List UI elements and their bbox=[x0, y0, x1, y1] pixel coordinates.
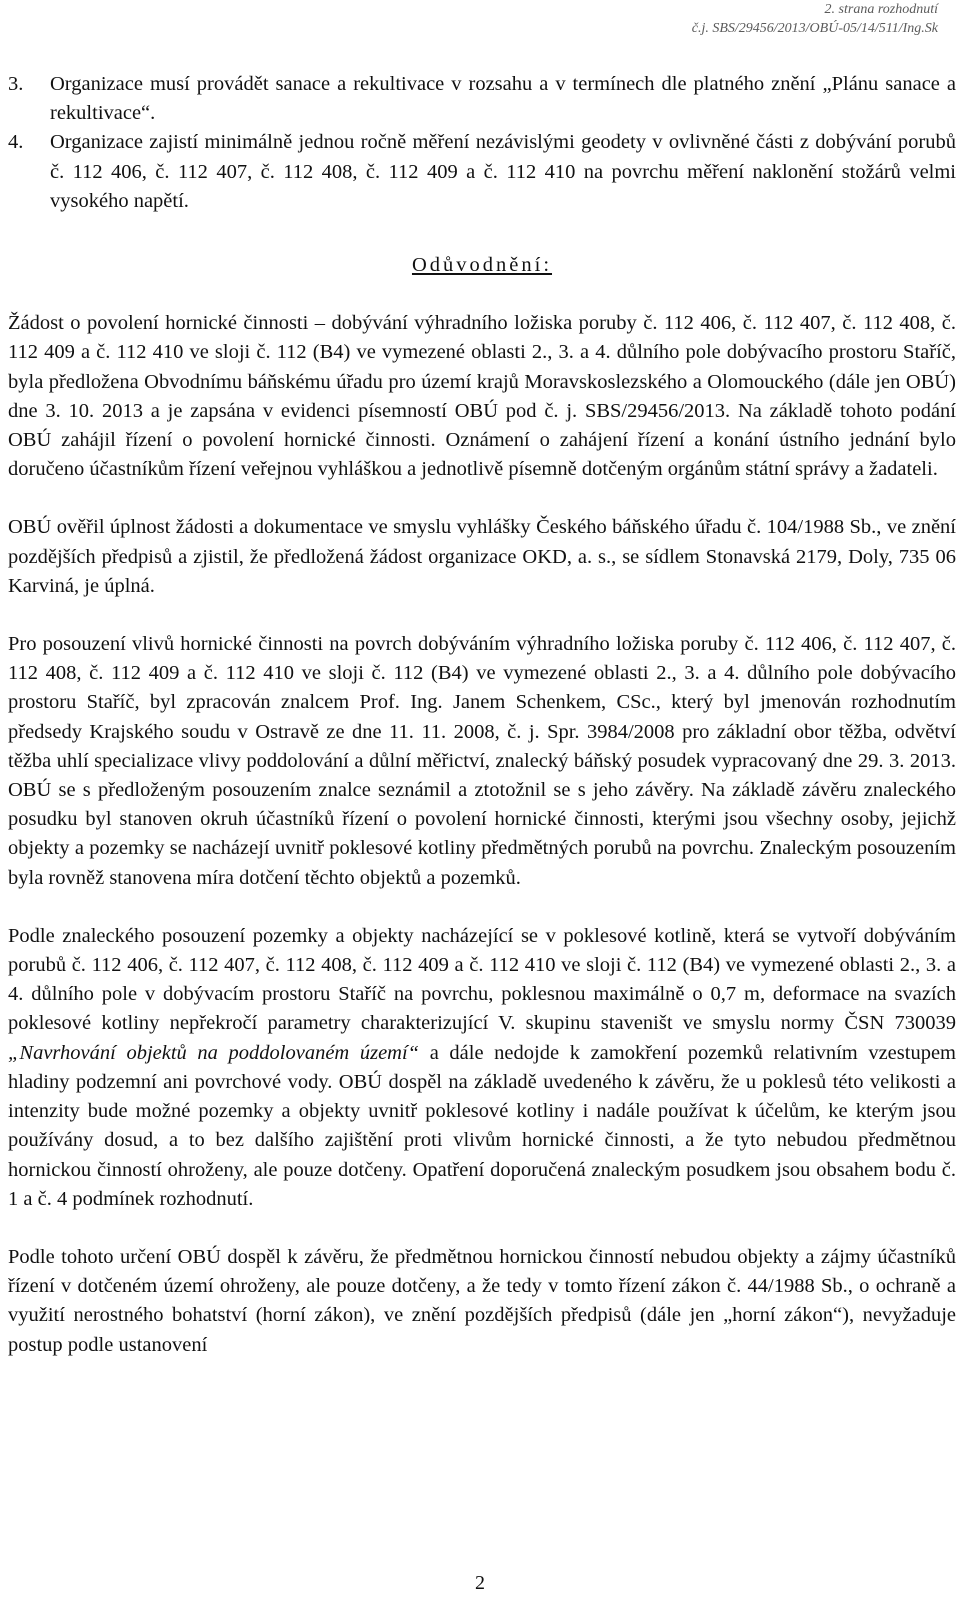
document-body bbox=[8, 70, 956, 1360]
paragraph-text: Podle znaleckého posouzení pozemky a objekty nacházející se v poklesové kotlině, která se vytvoří dobýváním porubů č. 112 406, č. 112 407, č. 112 408, č. 112 409 a č. 112 410 ve sloji č. 112 (B4) ve vymezené oblasti 2., 3. a 4. důlního pole v dobývacím prostoru Staříč na povrchu, poklesnou maximálně o 0,7 m, deformace na svazích poklesové kotliny nepřekročí parametry charakterizující V. skupinu staveništ ve smyslu normy ČSN 730039 bbox=[8, 924, 956, 1035]
item-number: 4. bbox=[8, 131, 24, 154]
item-text: Organizace zajistí minimálně jednou ročně měření nezávislými geodety v ovlivněné části z dobývání porubů č. 112 406, č. 112 407, č. 112 408, č. 112 409 a č. 112 410 na povrchu měření naklonění stožárů velmi vysokého napětí. bbox=[50, 131, 956, 212]
paragraph bbox=[8, 922, 956, 1214]
paragraph: Pro posouzení vlivů hornické činnosti na povrch dobýváním výhradního ložiska poruby č. 112 406, č. 112 407, č. 112 408, č. 112 409 a č. 112 410 ve sloji č. 112 (B4) ve vymezené oblasti 2., 3. a 4. důlního pole dobývacího prostoru Staříč, byl zpracován znalcem Prof. Ing. Janem Schenkem, CSc., který byl jmenován rozhodnutím předsedy Krajského soudu v Ostravě ze dne 11. 11. 2008, č. j. Spr. 3984/2008 pro základní obor těžba, odvětví těžba uhlí specializace vlivy poddolování a důlní měřictví, znalecký báňský posudek vypracovaný dne 29. 3. 2013. OBÚ se s předloženým posouzením znalce seznámil a ztotožnil se s jeho závěry. Na základě závěru znaleckého posudku byl stanoven okruh účastníků řízení o povolení hornické činnosti, kterými jsou všechny osoby, jejichž objekty a pozemky se nacházejí uvnitř poklesové kotliny předmětných porubů na povrchu. Znaleckým posouzením byla rovněž stanovena míra dotčení těchto objektů a pozemků. bbox=[8, 633, 956, 889]
document-header bbox=[692, 0, 938, 38]
item-text: Organizace musí provádět sanace a rekultivace v rozsahu a v termínech dle platného znění „Plánu sanace a rekultivace“. bbox=[50, 73, 956, 125]
header-page-label: 2. strana rozhodnutí bbox=[824, 2, 938, 17]
page-number: 2 bbox=[475, 1572, 485, 1594]
norm-title: „Navrhování objektů na poddolovaném území“ bbox=[8, 1041, 420, 1064]
header-reference-number: č.j. SBS/29456/2013/OBÚ-05/14/511/Ing.Sk bbox=[691, 21, 938, 36]
paragraph: Žádost o povolení hornické činnosti – dobývání výhradního ložiska poruby č. 112 406, č. 112 407, č. 112 408, č. 112 409 a č. 112 410 ve sloji č. 112 (B4) ve vymezené oblasti 2., 3. a 4. důlního pole dobývacího prostoru Staříč, byla předložena Obvodnímu báňskému úřadu pro území krajů Moravskoslezského a Olomouckého (dále jen OBÚ) dne 3. 10. 2013 a je zapsána v evidenci písemností OBÚ pod č. j. SBS/29456/2013. Na základě tohoto podání OBÚ zahájil řízení o povolení hornické činnosti. Oznámení o zahájení řízení a konání ústního jednání bylo doručeno účastníkům řízení veřejnou vyhláškou a jednotlivě písemně dotčeným orgánům státní správy a žadateli. bbox=[8, 312, 956, 481]
paragraph: OBÚ ověřil úplnost žádosti a dokumentace ve smyslu vyhlášky Českého báňského úřadu č. 104/1988 Sb., ve znění pozdějších předpisů a zjistil, že předložená žádost organizace OKD, a. s., se sídlem Stonavská 2179, Doly, 735 06 Karviná, je úplná. bbox=[8, 516, 956, 597]
condition-item-4 bbox=[8, 128, 956, 216]
paragraph-text: a dále nedojde k zamokření pozemků relativním vzestupem hladiny podzemní ani povrchové vody. OBÚ dospěl na základě uvedeného k závěru, že u poklesů této velikosti a intenzity bude možné pozemky a objekty uvnitř poklesové kotliny i nadále používat k účelům, ke kterým jsou používány dosud, a to bez dalšího zajištění proti vlivům hornické činnosti, a že tyto nebudou předmětnou hornickou činností ohroženy, ale pouze dotčeny. Opatření doporučená znaleckým posudkem jsou obsahem bodu č. 1 a č. 4 podmínek rozhodnutí. bbox=[8, 1041, 956, 1210]
paragraph: Podle tohoto určení OBÚ dospěl k závěru, že předmětnou hornickou činností nebudou objekty a zájmy účastníků řízení v dotčeném území ohroženy, ale pouze dotčeny, a že tedy v tomto řízení zákon č. 44/1988 Sb., o ochraně a využití nerostného bohatství (horní zákon), ve znění pozdějších předpisů (dále jen „horní zákon“), nevyžaduje postup podle ustanovení bbox=[8, 1245, 956, 1356]
condition-item-3 bbox=[8, 70, 956, 128]
section-heading: Odůvodnění: bbox=[411, 254, 553, 277]
item-number: 3. bbox=[8, 73, 24, 95]
